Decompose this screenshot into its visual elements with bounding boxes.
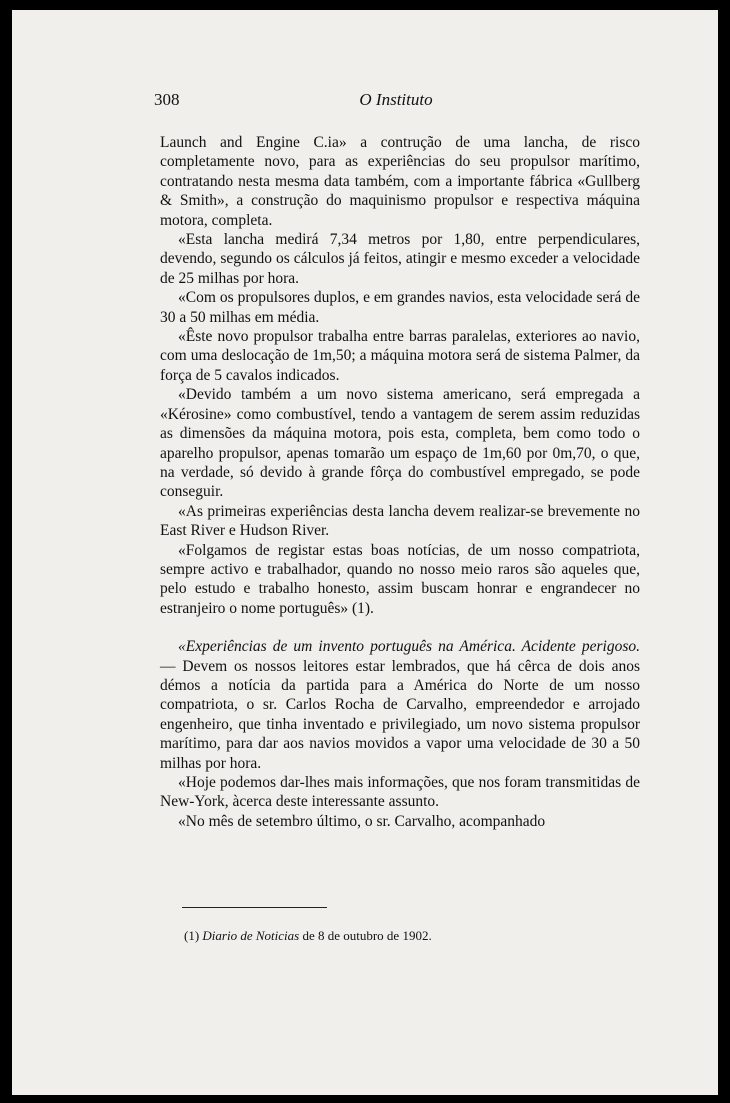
article-text: — Devem os nossos leitores estar lembrados, que há cêrca de dois anos démos a notícia da partida para a América do Norte de um nosso compatriota, o sr. Carlos Rocha de Carvalho, empreendedor e arrojado engenheiro, que tinha inventado e privilegiado, um novo sistema propulsor marítimo, para dar aos navios movidos a vapor uma velocidade de 30 a 50 milhas por hora. bbox=[160, 657, 640, 772]
paragraph-4: «Êste novo propulsor trabalha entre barras paralelas, exteriores ao navio, com uma deslocação de 1m,50; a máquina motora será de sistema Palmer, da força de 5 cavalos indicados. bbox=[160, 328, 640, 384]
footnote-rule bbox=[182, 907, 327, 908]
footnote bbox=[184, 928, 624, 944]
scanned-page bbox=[12, 10, 718, 1095]
page-header bbox=[154, 90, 638, 114]
paragraph-2: «Esta lancha medirá 7,34 metros por 1,80, entre perpendiculares, devendo, segundo os cálculos já feitos, atingir e mesmo exceder a velocidade de 25 milhas por hora. bbox=[160, 231, 640, 287]
paragraph-10: «No mês de setembro último, o sr. Carvalho, acompanhado bbox=[178, 812, 546, 830]
running-title: O Instituto bbox=[359, 90, 433, 109]
paragraph-3: «Com os propulsores duplos, e em grandes navios, esta velocidade será de 30 a 50 milhas em média. bbox=[160, 289, 640, 326]
article-title: «Experiências de um invento português na América. Acidente perigoso. bbox=[178, 638, 640, 656]
paragraph-7: «Folgamos de registar estas boas notícias, de um nosso compatriota, sempre activo e trabalhador, quando no nosso meio raros são aqueles que, pelo estudo e trabalho honesto, assim buscam honrar e engrandecer no estranjeiro o nome português» (1). bbox=[160, 541, 640, 617]
page-number: 308 bbox=[154, 90, 180, 109]
paragraph-6: «As primeiras experiências desta lancha devem realizar-se brevemente no East River e Hudson River. bbox=[160, 502, 640, 540]
footnote-source: Diario de Noticias bbox=[202, 928, 300, 943]
footnote-date: de 8 de outubro de 1902. bbox=[302, 928, 432, 943]
paragraph-8 bbox=[160, 637, 640, 773]
body-text bbox=[160, 133, 640, 831]
paragraph-1: Launch and Engine C.ia» a contrução de uma lancha, de risco completamente novo, para as experiências do seu propulsor marítimo, contratando nesta mesma data também, com a importante fábrica «Gullberg & Smith», a construção do maquinismo propulsor e respectiva máquina motora, completa. bbox=[160, 134, 640, 229]
paragraph-9: «Hoje podemos dar-lhes mais informações, que nos foram transmitidas de New-York, àcerca deste interessante assunto. bbox=[160, 774, 640, 811]
paragraph-5: «Devido também a um novo sistema americano, será empregada a «Kérosine» como combustível, tendo a vantagem de serem assim reduzidas as dimensões da máquina motora, pois esta, completa, bem como todo o aparelho propulsor, apenas tomarão um espaço de 1m,60 por 0m,70, o que, na verdade, só devido à grande fôrça do combustível empregado, se pode conseguir. bbox=[160, 386, 640, 501]
footnote-marker: (1) bbox=[184, 928, 200, 943]
